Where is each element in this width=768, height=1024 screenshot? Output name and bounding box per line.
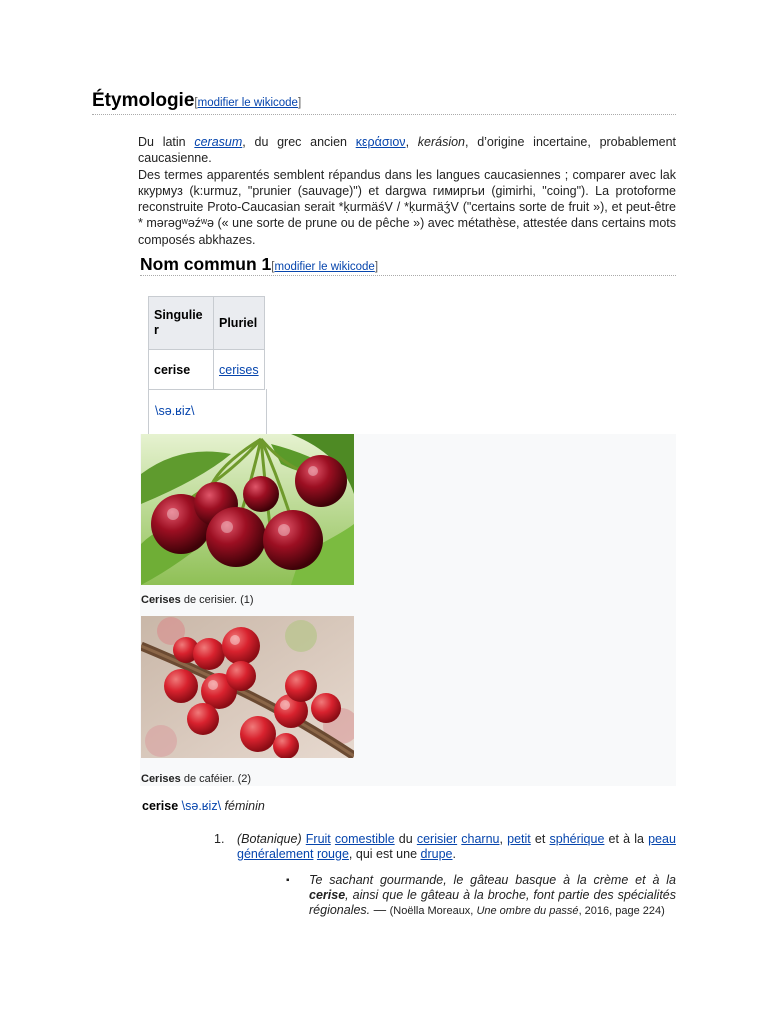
- pronunciation-cell[interactable]: [148, 389, 267, 434]
- pronunciation-link[interactable]: \sə.ʁiz\: [155, 404, 195, 418]
- link-rouge[interactable]: rouge: [316, 847, 349, 861]
- definition-text: (Botanique) Fruit comestible du cerisier charnu, petit et sphérique et à la peau généralement rouge, qui est une drupe.: [237, 832, 676, 861]
- link-generalement[interactable]: généralement: [237, 847, 314, 861]
- singular-cell: cerise: [149, 350, 214, 390]
- definition-1: [214, 832, 676, 862]
- etymology-heading: [92, 90, 676, 115]
- quote-headword: cerise: [309, 888, 346, 902]
- link-kerasion[interactable]: κεράσιον: [355, 135, 406, 149]
- link-spherique[interactable]: sphérique: [549, 832, 605, 846]
- inflection-table: [148, 296, 265, 390]
- link-fruit[interactable]: Fruit: [305, 832, 331, 846]
- header-plural: Pluriel: [214, 297, 265, 350]
- link-petit[interactable]: petit: [507, 832, 531, 846]
- link-charnu[interactable]: charnu: [461, 832, 500, 846]
- caption-2: Cerises de caféier. (2): [141, 773, 252, 785]
- headword-gender: féminin: [224, 799, 265, 813]
- link-peau[interactable]: peau: [648, 832, 676, 846]
- noun-heading: [140, 254, 676, 276]
- quote-source: (Noëlla Moreaux, Une ombre du passé, 2016, page 224): [389, 905, 665, 917]
- header-singular: Singulie r: [149, 297, 214, 350]
- headword-line: [142, 799, 265, 813]
- link-cerises[interactable]: cerises: [219, 362, 259, 377]
- noun-title: Nom commun 1: [140, 254, 272, 274]
- cherry-photo[interactable]: [141, 434, 354, 585]
- link-comestible[interactable]: comestible: [334, 832, 395, 846]
- example-quote: ▪ Te sachant gourmande, le gâteau basque à la crème et à la cerise, ainsi que le gâteau à la broche, font partie des spécialités régionales. — (Noëlla Moreaux, Une ombre du passé, 2016, page 224): [286, 873, 676, 917]
- headword: cerise: [142, 799, 179, 813]
- noun-edit-link[interactable]: [modifier le wikicode]: [271, 261, 379, 273]
- caption-1: Cerises de cerisier. (1): [141, 594, 254, 606]
- etymology-title: Étymologie: [92, 90, 195, 111]
- etymology-related-terms: Des termes apparentés semblent répandus dans les langues caucasiennes ; comparer avec lak ккурмуз (k:urmuz, "prunier (sauvage)") et dargwa гимиргьи (gimirhi, "coing"). La protoforme reconstruite Proto-Caucasian serait *ḳurmäśV / *ḳurmäʒ́V ("certains sorte de fruit »), et peut-être * mərəgʷəźʷə (« une sorte de prune ou de pêche ») avec métathèse, attestée dans certains mots composés abkhazes.: [138, 167, 676, 247]
- link-drupe[interactable]: drupe: [420, 847, 453, 861]
- definition-number: 1.: [214, 832, 225, 846]
- link-cerisier[interactable]: cerisier: [416, 832, 458, 846]
- plural-cell[interactable]: [214, 350, 265, 390]
- etymology-edit-link[interactable]: [modifier le wikicode]: [194, 97, 302, 109]
- coffee-cherry-photo[interactable]: [141, 616, 354, 758]
- link-cerasum[interactable]: cerasum: [194, 135, 243, 149]
- quote-bullet: ▪: [286, 875, 290, 886]
- etymology-text: Du latin cerasum, du grec ancien κεράσιον, kerásion, d’origine incertaine, probablement caucasienne. Des termes apparentés semblent répandus dans les langues caucasiennes ; comparer avec lak ккурмуз (k:urmuz, "prunier (sauvage)") et dargwa гимиргьи (gimirhi, "coing"). La protoforme reconstruite Proto-Caucasian serait *ḳurmäśV / *ḳurmäʒ́V ("certains sorte de fruit »), et peut-être * mərəgʷəźʷə (« une sorte de prune ou de pêche ») avec métathèse, attestée dans certains mots composés abkhazes.: [138, 135, 677, 247]
- headword-pronunciation[interactable]: \sə.ʁiz\: [181, 799, 222, 813]
